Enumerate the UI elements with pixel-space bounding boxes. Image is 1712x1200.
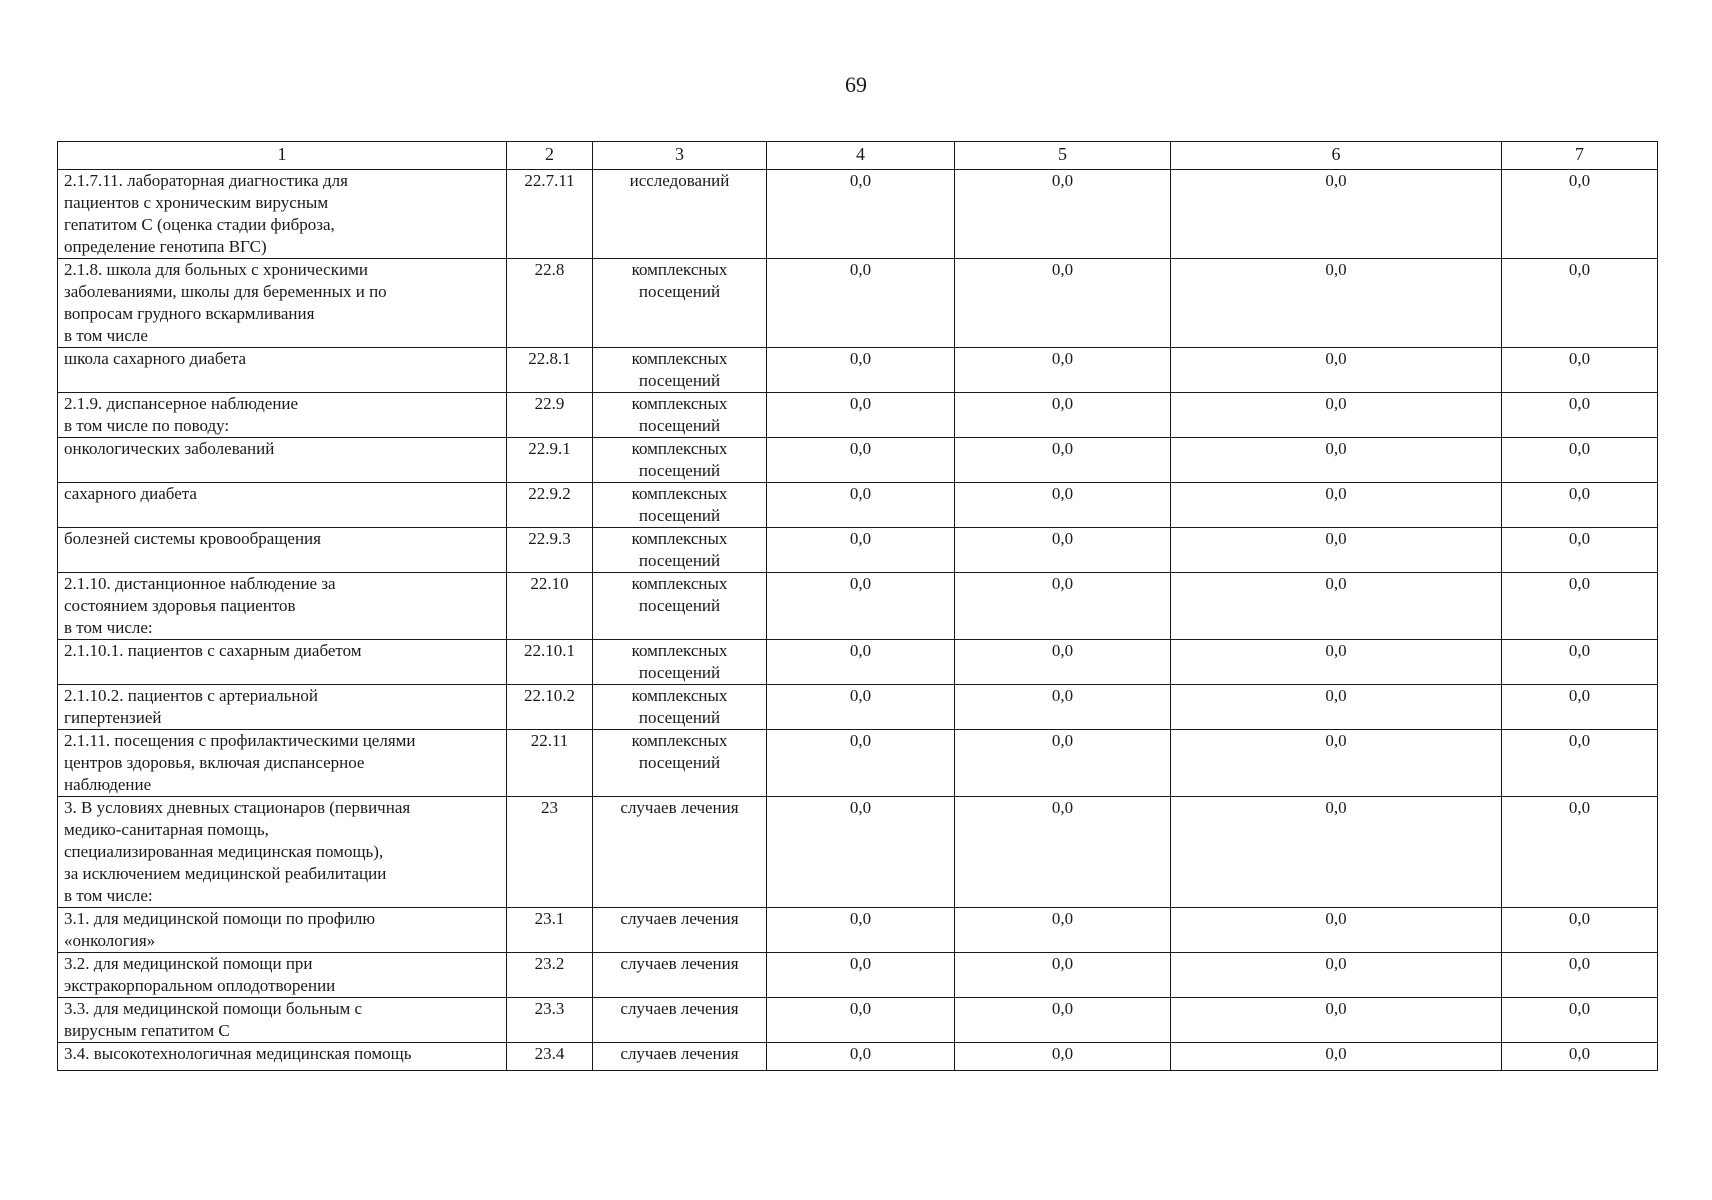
unit-cell: комплексных посещений [593, 483, 767, 528]
value-col-7-cell: 0,0 [1502, 908, 1658, 953]
table-row [58, 730, 1658, 797]
unit-cell: комплексных посещений [593, 573, 767, 640]
value-col-7-cell: 0,0 [1502, 797, 1658, 908]
value-col-4-cell: 0,0 [767, 483, 955, 528]
column-number-6: 6 [1171, 142, 1502, 170]
indicator-name-cell: 2.1.8. школа для больных с хроническими заболеваниями, школы для беременных и по вопросам грудного вскармливания в том числе [58, 259, 507, 348]
row-number-cell: 22.9.2 [507, 483, 593, 528]
table-body [58, 142, 1658, 1071]
row-number-cell: 23.1 [507, 908, 593, 953]
table-row [58, 1043, 1658, 1071]
row-number-cell: 22.9 [507, 393, 593, 438]
table-row [58, 998, 1658, 1043]
indicator-name-cell: 2.1.7.11. лабораторная диагностика для пациентов с хроническим вирусным гепатитом С (оценка стадии фиброза, определение генотипа ВГС) [58, 170, 507, 259]
value-col-7-cell: 0,0 [1502, 573, 1658, 640]
value-col-5-cell: 0,0 [955, 685, 1171, 730]
value-col-4-cell: 0,0 [767, 170, 955, 259]
row-number-cell: 22.8 [507, 259, 593, 348]
unit-cell: комплексных посещений [593, 730, 767, 797]
value-col-7-cell: 0,0 [1502, 730, 1658, 797]
table-row [58, 393, 1658, 438]
table-row [58, 573, 1658, 640]
table-row [58, 685, 1658, 730]
value-col-6-cell: 0,0 [1171, 998, 1502, 1043]
column-number-5: 5 [955, 142, 1171, 170]
value-col-5-cell: 0,0 [955, 438, 1171, 483]
unit-cell: случаев лечения [593, 953, 767, 998]
value-col-7-cell: 0,0 [1502, 998, 1658, 1043]
indicator-name-cell: 3. В условиях дневных стационаров (первичная медико-санитарная помощь, специализированная медицинская помощь), за исключением медицинской реабилитации в том числе: [58, 797, 507, 908]
row-number-cell: 23.4 [507, 1043, 593, 1071]
table-row [58, 348, 1658, 393]
value-col-4-cell: 0,0 [767, 685, 955, 730]
value-col-6-cell: 0,0 [1171, 1043, 1502, 1071]
value-col-4-cell: 0,0 [767, 528, 955, 573]
value-col-4-cell: 0,0 [767, 348, 955, 393]
unit-cell: комплексных посещений [593, 348, 767, 393]
value-col-7-cell: 0,0 [1502, 685, 1658, 730]
value-col-5-cell: 0,0 [955, 1043, 1171, 1071]
value-col-7-cell: 0,0 [1502, 259, 1658, 348]
table-row [58, 640, 1658, 685]
row-number-cell: 23.2 [507, 953, 593, 998]
indicator-name-cell: 2.1.10.2. пациентов с артериальной гипертензией [58, 685, 507, 730]
value-col-5-cell: 0,0 [955, 259, 1171, 348]
indicator-name-cell: 2.1.9. диспансерное наблюдение в том числе по поводу: [58, 393, 507, 438]
table-row [58, 908, 1658, 953]
value-col-7-cell: 0,0 [1502, 483, 1658, 528]
value-col-6-cell: 0,0 [1171, 483, 1502, 528]
column-number-row [58, 142, 1658, 170]
value-col-6-cell: 0,0 [1171, 393, 1502, 438]
value-col-7-cell: 0,0 [1502, 953, 1658, 998]
value-col-6-cell: 0,0 [1171, 640, 1502, 685]
unit-cell: комплексных посещений [593, 393, 767, 438]
row-number-cell: 22.9.3 [507, 528, 593, 573]
value-col-6-cell: 0,0 [1171, 170, 1502, 259]
value-col-4-cell: 0,0 [767, 393, 955, 438]
column-number-7: 7 [1502, 142, 1658, 170]
table-row [58, 528, 1658, 573]
value-col-7-cell: 0,0 [1502, 348, 1658, 393]
value-col-5-cell: 0,0 [955, 953, 1171, 998]
value-col-4-cell: 0,0 [767, 1043, 955, 1071]
value-col-5-cell: 0,0 [955, 170, 1171, 259]
unit-cell: случаев лечения [593, 797, 767, 908]
value-col-6-cell: 0,0 [1171, 528, 1502, 573]
unit-cell: комплексных посещений [593, 528, 767, 573]
value-col-5-cell: 0,0 [955, 908, 1171, 953]
value-col-6-cell: 0,0 [1171, 438, 1502, 483]
unit-cell: случаев лечения [593, 908, 767, 953]
row-number-cell: 23 [507, 797, 593, 908]
data-table [57, 141, 1658, 1071]
unit-cell: комплексных посещений [593, 640, 767, 685]
table-row [58, 259, 1658, 348]
row-number-cell: 23.3 [507, 998, 593, 1043]
value-col-5-cell: 0,0 [955, 640, 1171, 685]
value-col-4-cell: 0,0 [767, 908, 955, 953]
value-col-4-cell: 0,0 [767, 259, 955, 348]
indicator-name-cell: 2.1.10. дистанционное наблюдение за состоянием здоровья пациентов в том числе: [58, 573, 507, 640]
unit-cell: комплексных посещений [593, 438, 767, 483]
value-col-5-cell: 0,0 [955, 483, 1171, 528]
indicator-name-cell: 2.1.11. посещения с профилактическими целями центров здоровья, включая диспансерное наблюдение [58, 730, 507, 797]
value-col-7-cell: 0,0 [1502, 170, 1658, 259]
value-col-7-cell: 0,0 [1502, 528, 1658, 573]
value-col-6-cell: 0,0 [1171, 730, 1502, 797]
table-row [58, 483, 1658, 528]
indicator-name-cell: 2.1.10.1. пациентов с сахарным диабетом [58, 640, 507, 685]
column-number-4: 4 [767, 142, 955, 170]
column-number-1: 1 [58, 142, 507, 170]
row-number-cell: 22.10.2 [507, 685, 593, 730]
value-col-6-cell: 0,0 [1171, 685, 1502, 730]
indicator-name-cell: 3.4. высокотехнологичная медицинская помощь [58, 1043, 507, 1071]
value-col-5-cell: 0,0 [955, 573, 1171, 640]
row-number-cell: 22.9.1 [507, 438, 593, 483]
column-number-3: 3 [593, 142, 767, 170]
indicator-name-cell: сахарного диабета [58, 483, 507, 528]
value-col-5-cell: 0,0 [955, 528, 1171, 573]
indicator-name-cell: 3.1. для медицинской помощи по профилю «онкология» [58, 908, 507, 953]
page-number: 69 [845, 72, 867, 97]
column-number-2: 2 [507, 142, 593, 170]
unit-cell: исследований [593, 170, 767, 259]
unit-cell: случаев лечения [593, 1043, 767, 1071]
value-col-6-cell: 0,0 [1171, 797, 1502, 908]
value-col-4-cell: 0,0 [767, 573, 955, 640]
value-col-4-cell: 0,0 [767, 797, 955, 908]
value-col-6-cell: 0,0 [1171, 573, 1502, 640]
table-row [58, 797, 1658, 908]
value-col-7-cell: 0,0 [1502, 393, 1658, 438]
row-number-cell: 22.7.11 [507, 170, 593, 259]
indicator-name-cell: 3.2. для медицинской помощи при экстракорпоральном оплодотворении [58, 953, 507, 998]
unit-cell: комплексных посещений [593, 259, 767, 348]
indicator-name-cell: 3.3. для медицинской помощи больным с вирусным гепатитом С [58, 998, 507, 1043]
indicator-name-cell: онкологических заболеваний [58, 438, 507, 483]
value-col-6-cell: 0,0 [1171, 953, 1502, 998]
table-row [58, 953, 1658, 998]
value-col-6-cell: 0,0 [1171, 348, 1502, 393]
table-row [58, 170, 1658, 259]
row-number-cell: 22.10 [507, 573, 593, 640]
value-col-4-cell: 0,0 [767, 953, 955, 998]
value-col-5-cell: 0,0 [955, 348, 1171, 393]
value-col-6-cell: 0,0 [1171, 908, 1502, 953]
unit-cell: комплексных посещений [593, 685, 767, 730]
value-col-4-cell: 0,0 [767, 640, 955, 685]
value-col-5-cell: 0,0 [955, 730, 1171, 797]
value-col-6-cell: 0,0 [1171, 259, 1502, 348]
indicator-name-cell: болезней системы кровообращения [58, 528, 507, 573]
value-col-4-cell: 0,0 [767, 730, 955, 797]
row-number-cell: 22.10.1 [507, 640, 593, 685]
indicator-name-cell: школа сахарного диабета [58, 348, 507, 393]
value-col-4-cell: 0,0 [767, 998, 955, 1043]
row-number-cell: 22.11 [507, 730, 593, 797]
value-col-5-cell: 0,0 [955, 797, 1171, 908]
table-row [58, 438, 1658, 483]
row-number-cell: 22.8.1 [507, 348, 593, 393]
unit-cell: случаев лечения [593, 998, 767, 1043]
value-col-5-cell: 0,0 [955, 998, 1171, 1043]
value-col-4-cell: 0,0 [767, 438, 955, 483]
value-col-7-cell: 0,0 [1502, 640, 1658, 685]
value-col-7-cell: 0,0 [1502, 438, 1658, 483]
value-col-5-cell: 0,0 [955, 393, 1171, 438]
value-col-7-cell: 0,0 [1502, 1043, 1658, 1071]
